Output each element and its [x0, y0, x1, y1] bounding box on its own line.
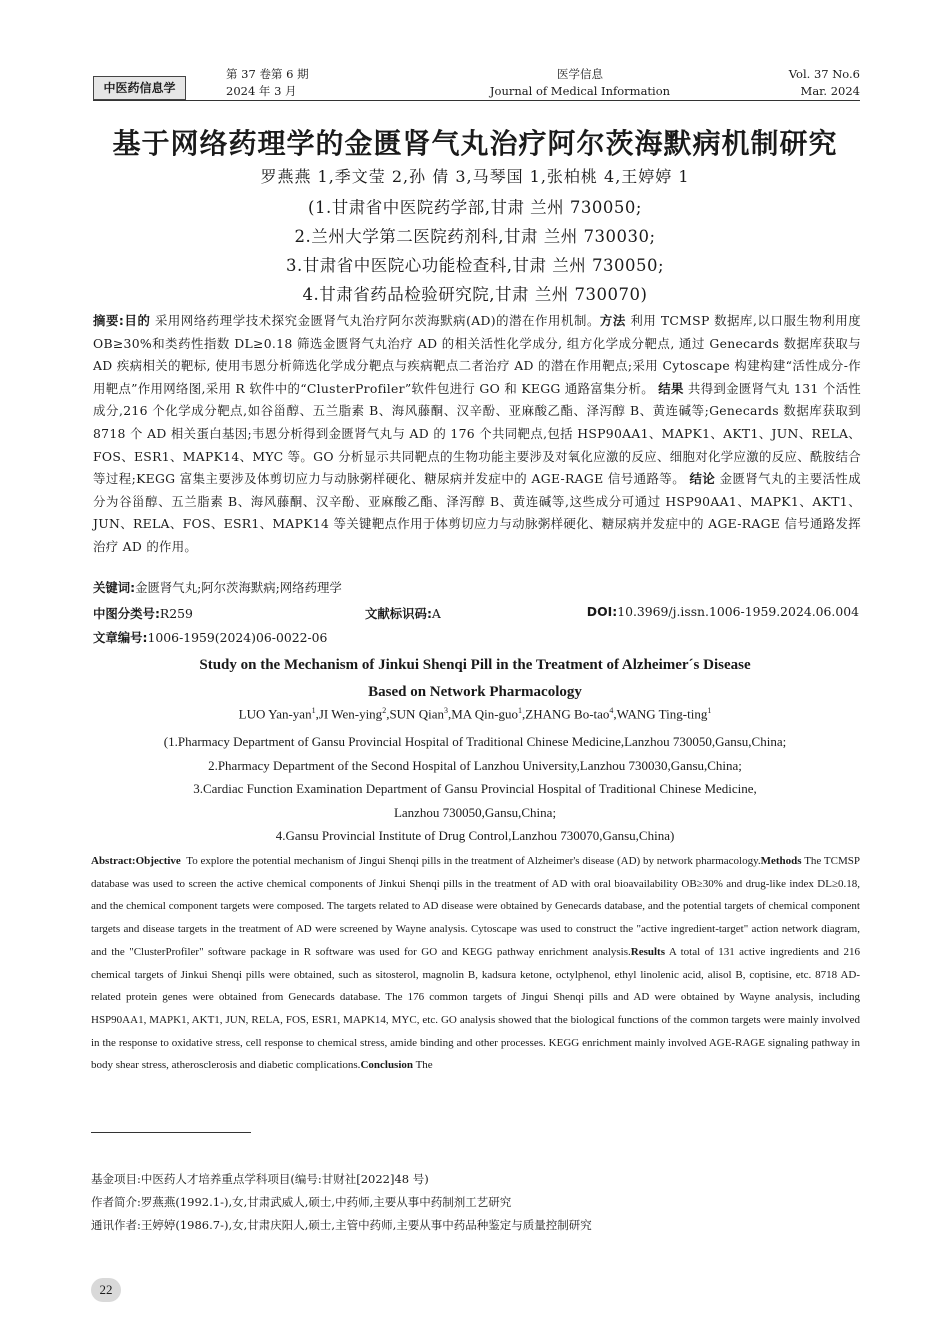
affiliation-cn-3: 3.甘肃省中医院心功能检查科,甘肃 兰州 730050;	[285, 256, 665, 275]
objective-en-text: To explore the potential mechanism of Jingui Shenqi pills in the treatment of Alzheimer's disease (AD) by network pharmacology.	[186, 855, 761, 867]
doi-value: 10.3969/j.issn.1006-1959.2024.06.004	[617, 604, 859, 619]
title-cn: 基于网络药理学的金匮肾气丸治疗阿尔茨海默病机制研究	[112, 127, 838, 160]
conclusion-en-label: Conclusion	[360, 1059, 414, 1072]
keywords-value: 金匮肾气丸;阿尔茨海默病;网络药理学	[135, 580, 342, 595]
clc-number	[93, 604, 193, 622]
abstract-en-label: Abstract:	[91, 855, 136, 867]
doc-code-value: A	[431, 606, 441, 621]
author-en-sup: 3	[443, 706, 448, 715]
results-en-label: Results	[630, 945, 665, 958]
methods-en-label: Methods	[760, 855, 802, 867]
article-no-value: 1006-1959(2024)06-0022-06	[147, 630, 328, 645]
results-cn-label: 结果	[658, 380, 684, 396]
conclusion-en-text: The	[415, 1059, 433, 1072]
clc-value: R259	[159, 606, 193, 621]
date-en: Mar. 2024	[800, 84, 860, 98]
title-en-line-1: Study on the Mechanism of Jinkui Shenqi Pill in the Treatment of Alzheimer´s Disease	[199, 657, 751, 673]
results-cn-text: 共得到金匮肾气丸 131 个活性成分,216 个化学成分靶点,如谷甾醇、五兰脂素 B、海风藤酮、汉辛酚、亚麻酸乙酯、泽泻醇 B、黄连碱等;Genecards 数据库获取到 8718 个 AD 相关蛋白基因;韦恩分析得到金匮肾气丸与 AD 的 176 个共同靶点,包括 HSP90AA1、MAPK1、AKT1、JUN、RELA、FOS、ESR1、MAPK14、MYC 等。GO 分析显示共同靶点的生物功能主要涉及对氧化应激的反应、细胞对化学应激的反应、酰胺结合等过程;KEGG 富集主要涉及体剪切应力与动脉粥样硬化、糖尿病并发症中的 AGE-RAGE 信号通路等。	[93, 380, 861, 487]
affiliation-cn-4: 4.甘肃省药品检验研究院,甘肃 兰州 730070)	[302, 285, 648, 304]
footnote-funding: 基金项目:中医药人才培养重点学科项目(编号:甘财社[2022]48 号)	[91, 1172, 429, 1186]
authors-en: LUO Yan-yan$^1$,JI Wen-ying$^2$,SUN Qian$^3$,MA Qin-guo$^1$,ZHANG Bo-tao$^4$,WANG Ting-ting$^1$	[238, 706, 712, 722]
article-number	[93, 628, 327, 646]
author-en: MA Qin-guo	[451, 706, 519, 722]
footnote-author-bio: 作者简介:罗燕燕(1992.1-),女,甘肃武威人,硕士,中药师,主要从事中药制剂工艺研究	[91, 1195, 512, 1209]
date-cn: 2024 年 3 月	[226, 84, 297, 98]
affiliation-en-2: 2.Pharmacy Department of the Second Hospital of Lanzhou University,Lanzhou 730030,Gansu,China;	[208, 757, 742, 773]
abstract-cn-label: 摘要:	[93, 313, 125, 328]
conclusion-cn-label: 结论	[689, 471, 716, 487]
authors-cn: 罗燕燕 1,季文莹 2,孙 倩 3,马琴国 1,张柏桃 4,王婷婷 1	[260, 167, 690, 186]
author-en-sup: 4	[609, 706, 614, 715]
objective-cn-text: 采用网络药理学技术探究金匮肾气丸治疗阿尔茨海默病(AD)的潜在作用机制。	[154, 313, 600, 328]
author-en-sup: 2	[382, 706, 387, 715]
author-en-sup: 1	[518, 706, 523, 715]
footnote-corresponding: 通讯作者:王婷婷(1986.7-),女,甘肃庆阳人,硕士,主管中药师,主要从事中药品种鉴定与质量控制研究	[91, 1218, 592, 1232]
header-volume-cn	[226, 66, 309, 100]
header-volume-en	[789, 66, 860, 100]
objective-cn-label: 目的	[124, 313, 151, 328]
abstract-en	[91, 850, 860, 1077]
footnote-rule	[91, 1132, 251, 1133]
results-en-text: A total of 131 active ingredients and 216 chemical targets of Jinkui Shenqi pills were obtained, such as sitosterol, magnolin B, kadsura ketone, octylphenol, ethyl linolenic acid, alisol B, coptisine, etc. 8718 AD-related protein genes were obtained from Genecards database. The 176 common targets of Jingui Shenqi pills and AD were obtained by Wayne analysis, including HSP90AA1, MAPK1, AKT1, JUN, RELA, FOS, ESR1, MAPK14, MYC, etc. GO analysis showed that the biological functions of the common targets were mainly involved in the response to oxidative stress, cell response to chemical stress, amide binding and other processes. KEGG enrichment mainly involved AGE-RAGE signaling pathway in body shear stress, atherosclerosis and diabetic complications.	[91, 945, 860, 1072]
author-en-sup: 1	[707, 706, 712, 715]
author-en: LUO Yan-yan	[238, 706, 312, 722]
keywords-label: 关键词:	[93, 580, 136, 595]
objective-en-label: Objective	[135, 855, 181, 867]
journal-name-cn: 医学信息	[557, 67, 603, 81]
affiliation-en-4: 4.Gansu Provincial Institute of Drug Control,Lanzhou 730070,Gansu,China)	[275, 828, 675, 844]
keywords	[93, 578, 342, 596]
affiliation-cn-1: (1.甘肃省中医院药学部,甘肃 兰州 730050;	[308, 198, 642, 217]
title-en	[0, 652, 950, 706]
abstract-cn	[93, 310, 861, 559]
author-en: ZHANG Bo-tao	[525, 706, 610, 722]
journal-name-en: Journal of Medical Information	[489, 84, 671, 98]
methods-en-text: The TCMSP database was used to screen the active chemical components of Jinkui Shenqi pills in the treatment of AD with oral bioavailability OB≥30% and drug-like index DL≥0.18, and the chemical component targets were composed. The targets related to AD disease were obtained by Genecards database, and the potential targets of chemical component targets and disease targets in the treatment of AD were screened by Wayne analysis. Cytoscape was used to construct the "active ingredient-target" action network diagram, and the "ClusterProfiler" software package in R software was used for GO and KEGG pathway enrichment analysis.	[91, 855, 860, 958]
header-rule	[93, 100, 860, 101]
doi-label: DOI:	[586, 604, 618, 619]
author-en: JI Wen-ying	[318, 706, 383, 722]
header-journal	[450, 66, 710, 100]
affiliations-cn	[0, 193, 950, 309]
affiliation-en-1: (1.Pharmacy Department of Gansu Provincial Hospital of Traditional Chinese Medicine,Lanzhou 730050,Gansu,China;	[163, 734, 787, 749]
author-en: SUN Qian	[389, 706, 444, 722]
title-en-line-2: Based on Network Pharmacology	[368, 684, 582, 700]
affiliation-cn-2: 2.兰州大学第二医院药剂科,甘肃 兰州 730030;	[294, 227, 656, 246]
page-number: 22	[91, 1278, 121, 1302]
footnotes	[91, 1168, 592, 1237]
volume-cn: 第 37 卷第 6 期	[226, 67, 309, 81]
author-en-sup: 1	[311, 706, 316, 715]
clc-label: 中图分类号:	[93, 606, 160, 621]
volume-en: Vol. 37 No.6	[788, 67, 860, 81]
section-badge: 中医药信息学	[93, 76, 186, 100]
author-en: WANG Ting-ting	[616, 706, 708, 722]
methods-cn-label: 方法	[599, 313, 626, 328]
document-code	[365, 604, 441, 622]
doc-code-label: 文献标识码:	[365, 606, 432, 621]
conclusion-cn-text: 金匮肾气丸的主要活性成分为谷甾醇、五兰脂素 B、海风藤酮、汉辛酚、亚麻酸乙酯、泽泻醇 B、黄连碱等,这些成分可通过 HSP90AA1、MAPK1、AKT1、JUN、RELA、FOS、ESR1、MAPK14 等关键靶点作用于体剪切应力与动脉粥样硬化、糖尿病并发症中的 AGE-RAGE 信号通路发挥治疗 AD 的作用。	[93, 471, 861, 554]
methods-cn-text: 利用 TCMSP 数据库,以口服生物利用度 OB≥30%和类药性指数 DL≥0.18 筛选金匮肾气丸治疗 AD 的相关活性化学成分, 组方化学成分靶点, 通过 Genecards 数据库获取与 AD 疾病相关的靶标, 使用韦恩分析筛选化学成分靶点与疾病靶点二者治疗 AD 的潜在作用靶点;采用 Cytoscape 构建构建“活性成分-作用靶点”作用网络图,采用 R 软件中的“ClusterProfiler”软件包进行 GO 和 KEGG 通路富集分析。	[93, 313, 861, 396]
affiliation-en-3b: Lanzhou 730050,Gansu,China;	[393, 804, 557, 820]
affiliations-en	[0, 730, 950, 848]
affiliation-en-3: 3.Cardiac Function Examination Department of Gansu Provincial Hospital of Traditional Chinese Medicine,	[193, 781, 757, 797]
article-no-label: 文章编号:	[93, 630, 148, 645]
doi	[587, 604, 859, 619]
